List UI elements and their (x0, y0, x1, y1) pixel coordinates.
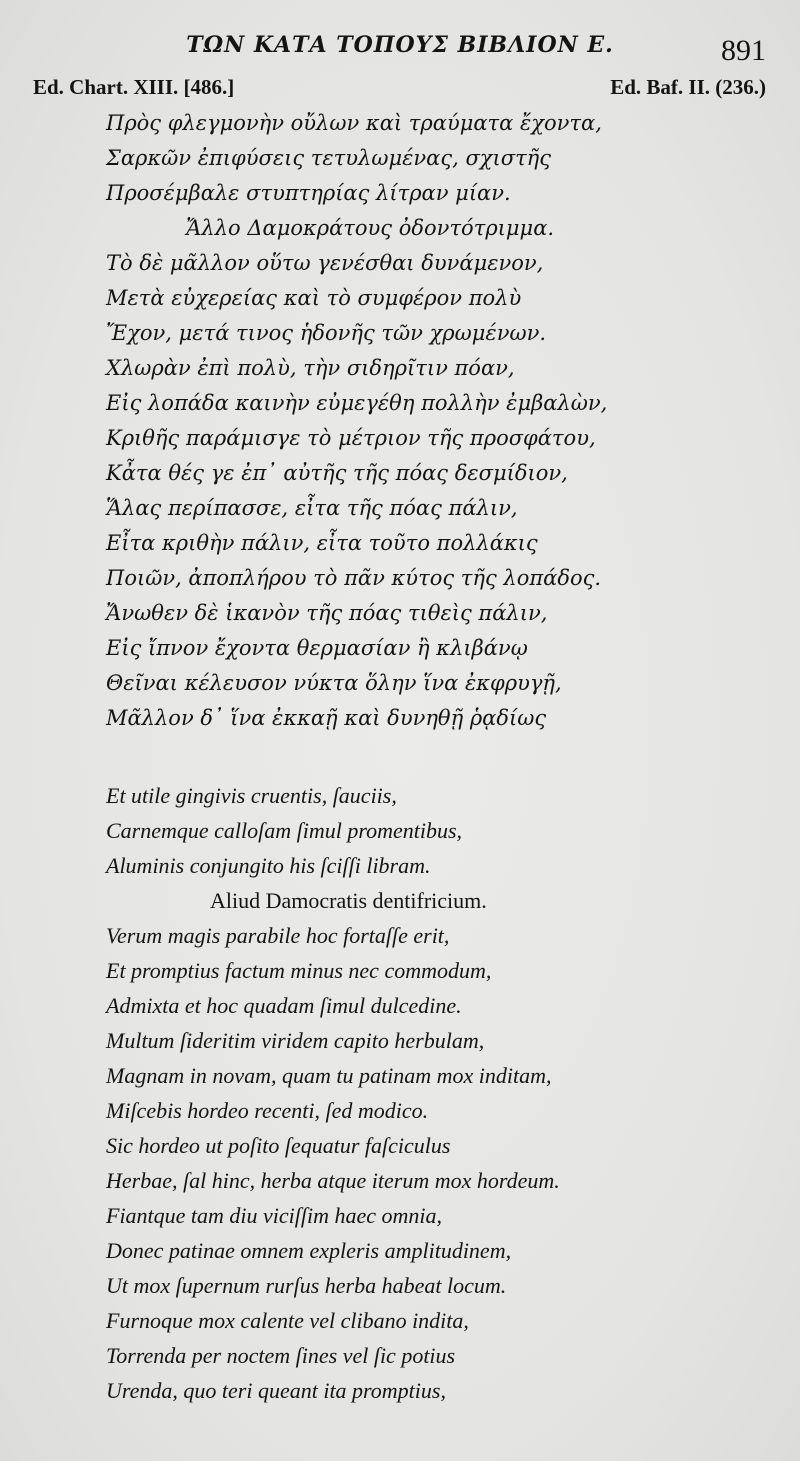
latin-line: Urenda, quo teri queant ita promptius, (106, 1378, 446, 1403)
latin-line: Et utile gingivis cruentis, ſauciis, (106, 783, 397, 808)
latin-line: Carnemque calloſam ſimul promentibus, (106, 818, 463, 843)
greek-line: Πρὸς φλεγμονὴν οὔλων καὶ τραύματα ἔχοντα, (106, 111, 602, 135)
greek-line: Ἅλας περίπασσε, εἶτα τῆς πόας πάλιν, (106, 496, 518, 520)
greek-line: Τὸ δὲ μᾶλλον οὕτω γενέσθαι δυνάμενον, (106, 251, 544, 275)
greek-line: Κριθῆς παράμισγε τὸ μέτριον τῆς προσφάτου, (106, 426, 596, 450)
greek-line: Εἶτα κριθὴν πάλιν, εἶτα τοῦτο πολλάκις (106, 531, 538, 555)
latin-line: Verum magis parabile hoc fortaſſe erit, (106, 923, 450, 948)
greek-line: Σαρκῶν ἐπιφύσεις τετυλωμένας, σχιστῆς (106, 146, 552, 170)
latin-line: Multum ſideritim viridem capito herbulam, (106, 1028, 485, 1053)
edition-reference-left: Ed. Chart. XIII. [486.] (33, 75, 235, 99)
running-title: ΤΩΝ ΚΑΤΑ ΤΟΠΟΥΣ ΒΙΒΛΙΟΝ Ε. (186, 32, 614, 58)
greek-line: Ἄνωθεν δὲ ἱκανὸν τῆς πόας τιθεὶς πάλιν, (106, 601, 548, 625)
latin-line: Sic hordeo ut poſito ſequatur faſciculus (106, 1133, 451, 1158)
greek-line: Ποιῶν, ἀποπλήρου τὸ πᾶν κύτος τῆς λοπάδος. (106, 566, 602, 590)
page-number: 891 (721, 34, 766, 67)
latin-line: Torrenda per noctem ſines vel ſic potius (106, 1343, 456, 1368)
greek-line: Θεῖναι κέλευσον νύκτα ὅλην ἵνα ἐκφρυγῇ, (106, 671, 562, 695)
latin-line: Furnoque mox calente vel clibano indita, (106, 1308, 469, 1333)
greek-line: Χλωρὰν ἐπὶ πολὺ, τὴν σιδηρῖτιν πόαν, (106, 356, 515, 380)
greek-line: Ἔχον, μετά τινος ἡδονῆς τῶν χρωμένων. (106, 321, 547, 345)
latin-line: Ut mox ſupernum rurſus herba habeat locum. (106, 1273, 507, 1298)
greek-line: Κἆτα θές γε ἐπ᾽ αὐτῆς τῆς πόας δεσμίδιον, (106, 461, 568, 485)
edition-reference-right: Ed. Baf. II. (236.) (610, 75, 766, 99)
greek-line: Εἰς ἴπνον ἔχοντα θερμασίαν ἢ κλιβάνῳ (106, 636, 528, 660)
latin-line: Donec patinae omnem expleris amplitudinem, (106, 1238, 512, 1263)
latin-line: Aluminis conjungito his ſciſſi libram. (106, 853, 431, 878)
latin-line: Magnam in novam, quam tu patinam mox inditam, (106, 1063, 552, 1088)
greek-line: Μᾶλλον δ᾽ ἵνα ἐκκαῇ καὶ δυνηθῇ ῥᾳδίως (106, 706, 547, 730)
latin-line: Miſcebis hordeo recenti, ſed modico. (106, 1098, 429, 1123)
greek-line: Εἰς λοπάδα καινὴν εὐμεγέθη πολλὴν ἐμβαλὼν, (106, 391, 608, 415)
greek-line: Προσέμβαλε στυπτηρίας λίτραν μίαν. (106, 181, 511, 205)
latin-line: Herbae, ſal hinc, herba atque iterum mox hordeum. (106, 1168, 560, 1193)
greek-section-heading: Ἄλλο Δαμοκράτους ὀδοντότριμμα. (186, 216, 555, 240)
latin-section-heading: Aliud Damocratis dentifricium. (210, 888, 487, 913)
latin-line: Fiantque tam diu viciſſim haec omnia, (106, 1203, 443, 1228)
latin-line: Et promptius factum minus nec commodum, (106, 958, 492, 983)
latin-line: Admixta et hoc quadam ſimul dulcedine. (106, 993, 462, 1018)
greek-line: Μετὰ εὐχερείας καὶ τὸ συμφέρον πολὺ (106, 286, 522, 310)
